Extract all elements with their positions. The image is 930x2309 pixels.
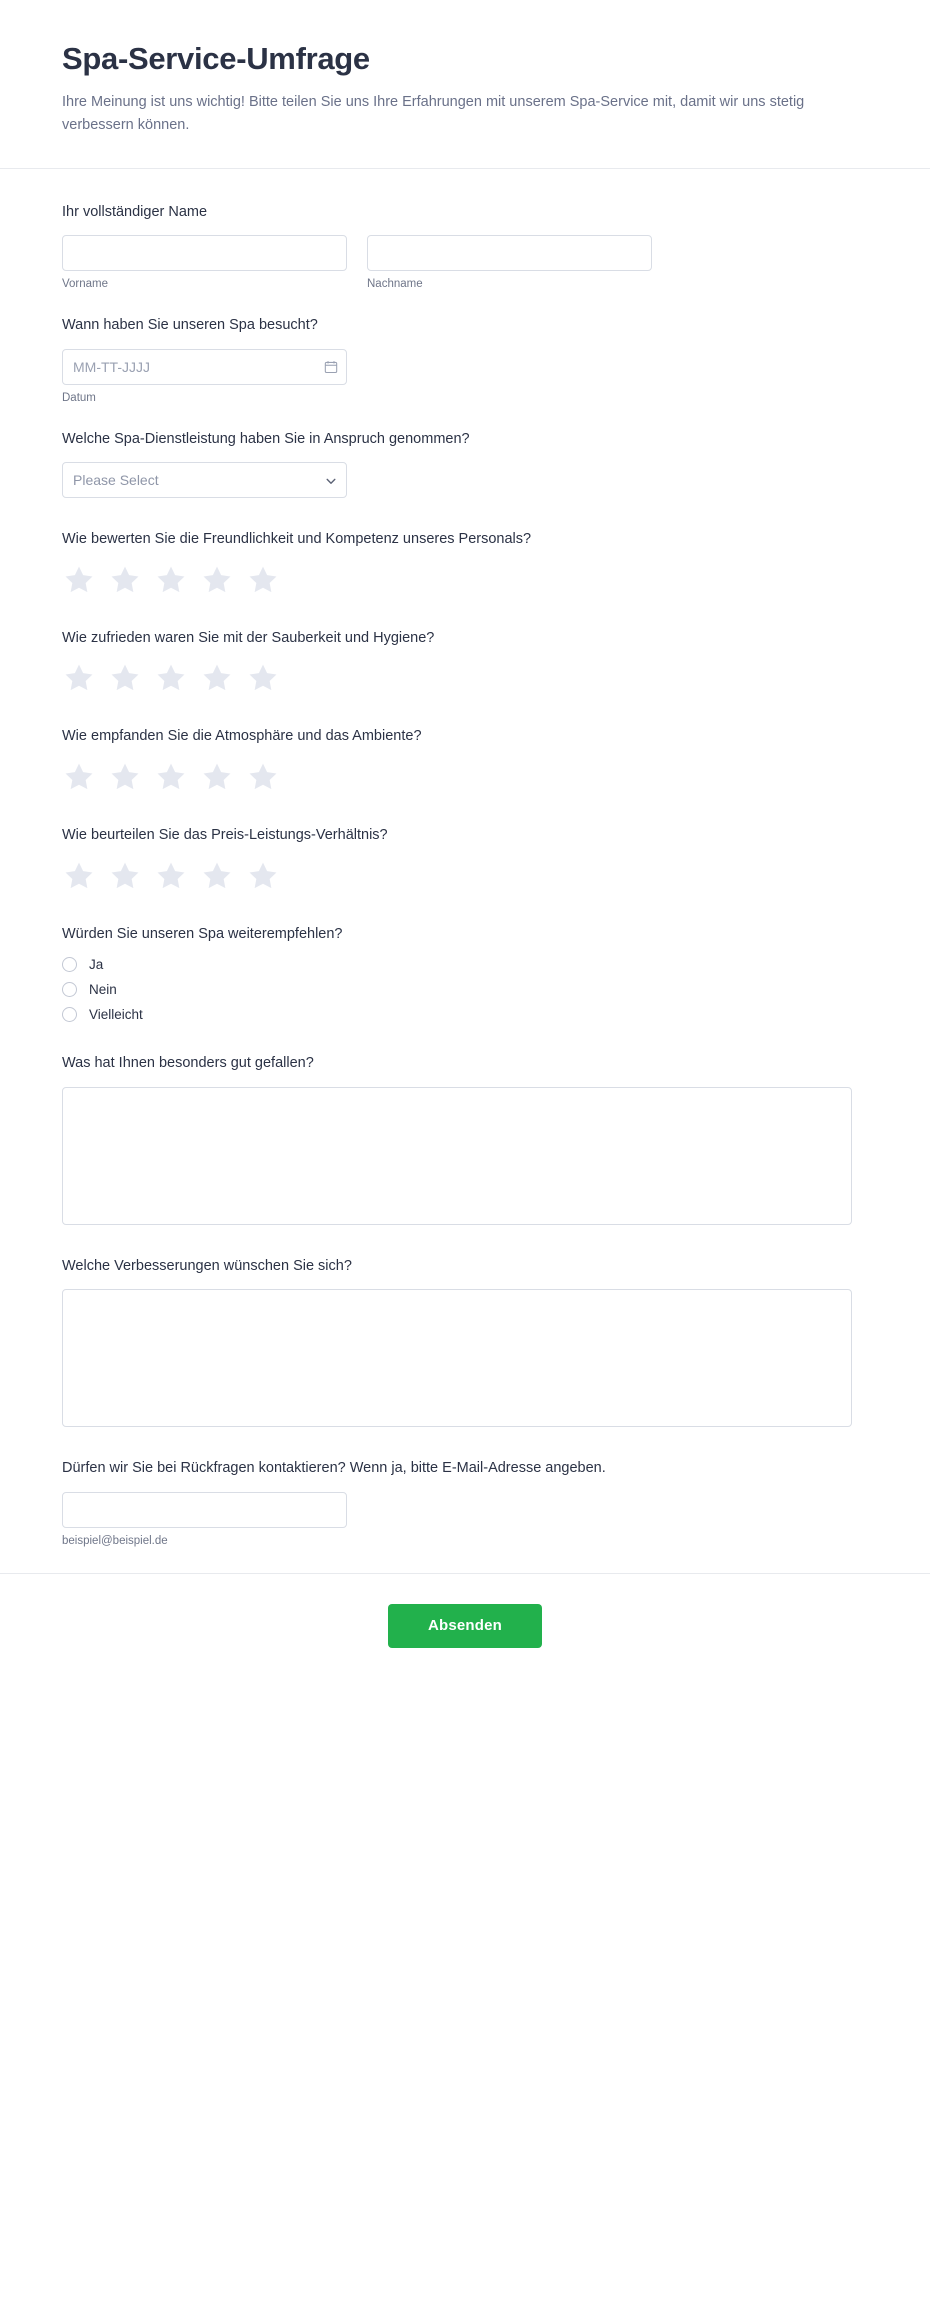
visit-date-group — [62, 349, 347, 404]
service-select-wrapper[interactable] — [62, 462, 347, 498]
rating-cleanliness-stars[interactable] — [62, 661, 868, 695]
star-icon-5[interactable] — [246, 563, 280, 597]
star-icon-3[interactable] — [154, 661, 188, 695]
star-icon-2[interactable] — [108, 563, 142, 597]
improvements-textarea[interactable] — [62, 1289, 852, 1427]
radio-option-yes[interactable] — [62, 957, 868, 972]
radio-option-maybe[interactable] — [62, 1007, 868, 1022]
star-icon-2[interactable] — [108, 661, 142, 695]
star-icon-3[interactable] — [154, 859, 188, 893]
submit-button[interactable]: Absenden — [388, 1604, 542, 1648]
service-select[interactable]: Please Select — [62, 462, 347, 498]
contact-email-group — [62, 1492, 347, 1547]
question-contact-email — [62, 1459, 868, 1547]
liked-label: Was hat Ihnen besonders gut gefallen? — [62, 1055, 314, 1072]
form-footer — [0, 1573, 930, 1688]
question-visit-date — [62, 316, 868, 404]
question-rating-cleanliness — [62, 629, 868, 696]
last-name-group — [367, 235, 652, 290]
contact-email-sublabel: beispiel@beispiel.de — [62, 1534, 168, 1547]
question-rating-atmosphere — [62, 727, 868, 794]
contact-email-label: Dürfen wir Sie bei Rückfragen kontaktieren? Wenn ja, bitte E-Mail-Adresse angeben. — [62, 1460, 606, 1477]
question-service — [62, 430, 868, 499]
star-icon-1[interactable] — [62, 661, 96, 695]
form-header — [0, 0, 930, 169]
improvements-label: Welche Verbesserungen wünschen Sie sich? — [62, 1257, 352, 1274]
star-icon-2[interactable] — [108, 859, 142, 893]
radio-label-maybe: Vielleicht — [89, 1007, 143, 1023]
radio-label-yes: Ja — [89, 957, 104, 973]
question-full-name — [62, 203, 868, 291]
star-icon-1[interactable] — [62, 563, 96, 597]
full-name-label: Ihr vollständiger Name — [62, 203, 208, 220]
star-icon-1[interactable] — [62, 859, 96, 893]
rating-staff-stars[interactable] — [62, 563, 868, 597]
rating-atmosphere-label: Wie empfanden Sie die Atmosphäre und das Ambiente? — [62, 728, 422, 745]
date-input-wrapper — [62, 349, 347, 385]
star-icon-4[interactable] — [200, 661, 234, 695]
radio-option-no[interactable] — [62, 982, 868, 997]
question-improvements — [62, 1257, 868, 1428]
radio-icon-maybe[interactable] — [62, 1007, 77, 1022]
star-icon-5[interactable] — [246, 661, 280, 695]
star-icon-5[interactable] — [246, 760, 280, 794]
recommend-label: Würden Sie unseren Spa weiterempfehlen? — [62, 925, 343, 942]
star-icon-5[interactable] — [246, 859, 280, 893]
form-description: Ihre Meinung ist uns wichtig! Bitte teilen Sie uns Ihre Erfahrungen mit unserem Spa-Service mit, damit wir uns stetig verbessern können. — [62, 94, 805, 134]
last-name-sublabel: Nachname — [367, 278, 423, 291]
visit-date-input[interactable] — [62, 349, 347, 385]
rating-atmosphere-stars[interactable] — [62, 760, 868, 794]
first-name-group — [62, 235, 347, 290]
first-name-sublabel: Vorname — [62, 278, 109, 291]
form-body — [0, 169, 930, 1547]
question-rating-value — [62, 826, 868, 893]
last-name-input[interactable] — [367, 235, 652, 271]
star-icon-2[interactable] — [108, 760, 142, 794]
name-fields-row — [62, 235, 868, 290]
radio-icon-yes[interactable] — [62, 957, 77, 972]
liked-textarea[interactable] — [62, 1087, 852, 1225]
question-rating-staff — [62, 530, 868, 597]
question-recommend — [62, 925, 868, 1023]
radio-label-no: Nein — [89, 982, 117, 998]
rating-cleanliness-label: Wie zufrieden waren Sie mit der Sauberkeit und Hygiene? — [62, 629, 435, 646]
star-icon-3[interactable] — [154, 563, 188, 597]
star-icon-4[interactable] — [200, 859, 234, 893]
star-icon-4[interactable] — [200, 563, 234, 597]
radio-icon-no[interactable] — [62, 982, 77, 997]
star-icon-4[interactable] — [200, 760, 234, 794]
visit-date-sublabel: Datum — [62, 391, 96, 404]
visit-date-label: Wann haben Sie unseren Spa besucht? — [62, 317, 318, 334]
first-name-input[interactable] — [62, 235, 347, 271]
rating-staff-label: Wie bewerten Sie die Freundlichkeit und Kompetenz unseres Personals? — [62, 531, 532, 548]
star-icon-1[interactable] — [62, 760, 96, 794]
contact-email-input[interactable] — [62, 1492, 347, 1528]
service-label: Welche Spa-Dienstleistung haben Sie in Anspruch genommen? — [62, 430, 470, 447]
rating-value-stars[interactable] — [62, 859, 868, 893]
question-liked — [62, 1054, 868, 1225]
page-title: Spa-Service-Umfrage — [62, 41, 370, 76]
star-icon-3[interactable] — [154, 760, 188, 794]
rating-value-label: Wie beurteilen Sie das Preis-Leistungs-Verhältnis? — [62, 826, 388, 843]
